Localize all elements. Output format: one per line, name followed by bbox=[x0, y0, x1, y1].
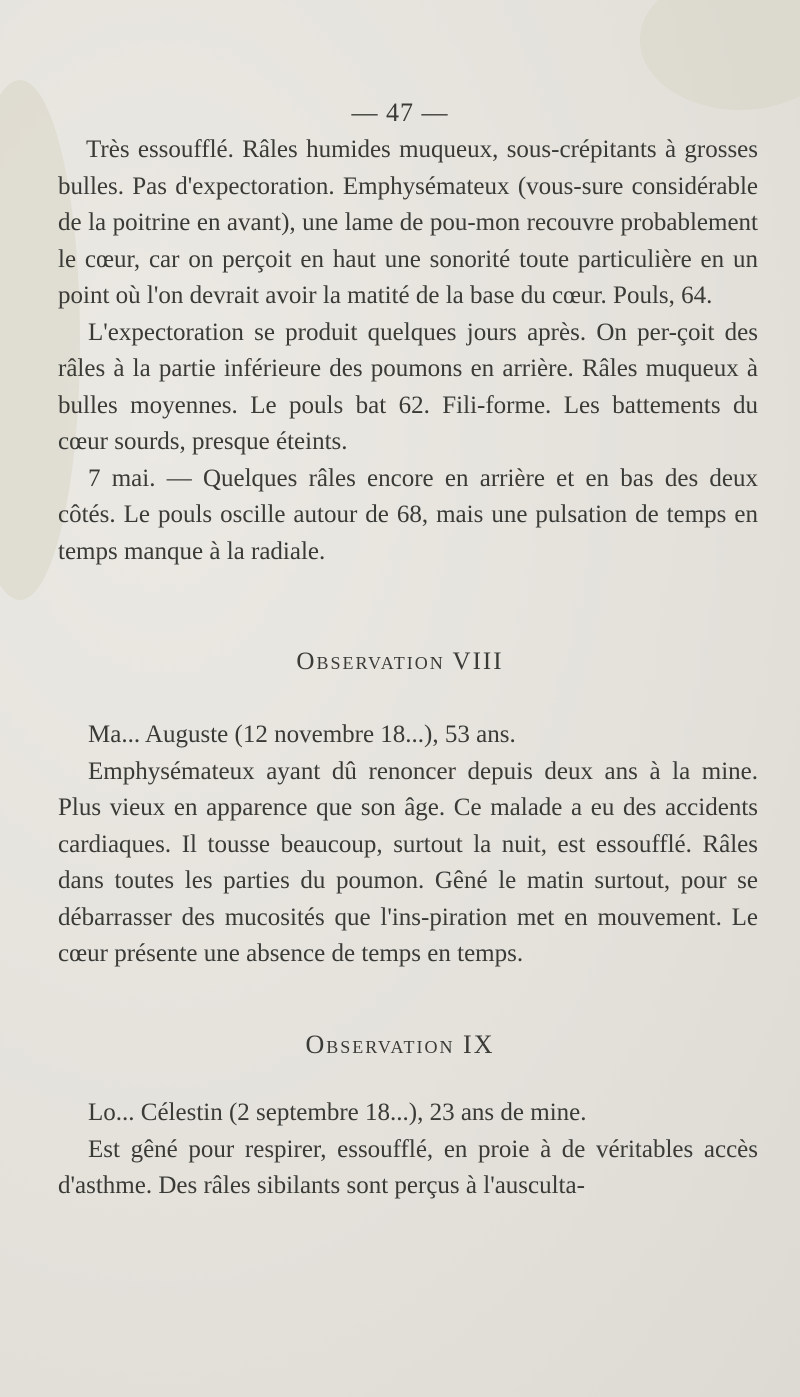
observation-body bbox=[58, 1095, 758, 1205]
observation-body bbox=[58, 717, 758, 973]
observation-continuation bbox=[58, 132, 758, 570]
page-number: — 47 — bbox=[351, 98, 449, 127]
observation-heading: Observation VIII bbox=[296, 648, 504, 675]
paragraph: Emphysémateux ayant dû renoncer depuis deux ans à la mine. Plus vieux en apparence que son âge. Ce malade a eu des accidents cardiaques. Il tousse beaucoup, surtout la nuit, est essoufflé. Râles dans toutes les parties du poumon. Gêné le matin surtout, pour se débarrasser des mucosités que l'ins-piration met en mouvement. Le cœur présente une absence de temps en temps. bbox=[58, 757, 758, 967]
paragraph: Ma... Auguste (12 novembre 18...), 53 ans. bbox=[88, 721, 516, 748]
observation-heading: Observation IX bbox=[305, 1030, 495, 1059]
paragraph: 7 mai. — Quelques râles encore en arrière et en bas des deux côtés. Le pouls oscille autour de 68, mais une pulsation de temps en temps manque à la radiale. bbox=[58, 464, 758, 565]
paragraph: L'expectoration se produit quelques jours après. On per-çoit des râles à la partie inférieure des poumons en arrière. Râles muqueux à bulles moyennes. Le pouls bat 62. Fili-forme. Les battements du cœur sourds, presque éteints. bbox=[58, 318, 758, 455]
paragraph: Lo... Célestin (2 septembre 18...), 23 ans de mine. bbox=[88, 1099, 587, 1126]
paper-stain-top-right bbox=[640, 0, 800, 110]
paragraph: Très essoufflé. Râles humides muqueux, sous-crépitants à grosses bulles. Pas d'expectoration. Emphysémateux (vous-sure considérable de la poitrine en avant), une lame de pou-mon recouvre probablement le cœur, car on perçoit en haut une sonorité toute particulière en un point où l'on devrait avoir la matité de la base du cœur. Pouls, 64. bbox=[58, 136, 758, 309]
paragraph: Est gêné pour respirer, essoufflé, en proie à de véritables accès d'asthme. Des râles sibilants sont perçus à l'ausculta- bbox=[58, 1135, 758, 1199]
